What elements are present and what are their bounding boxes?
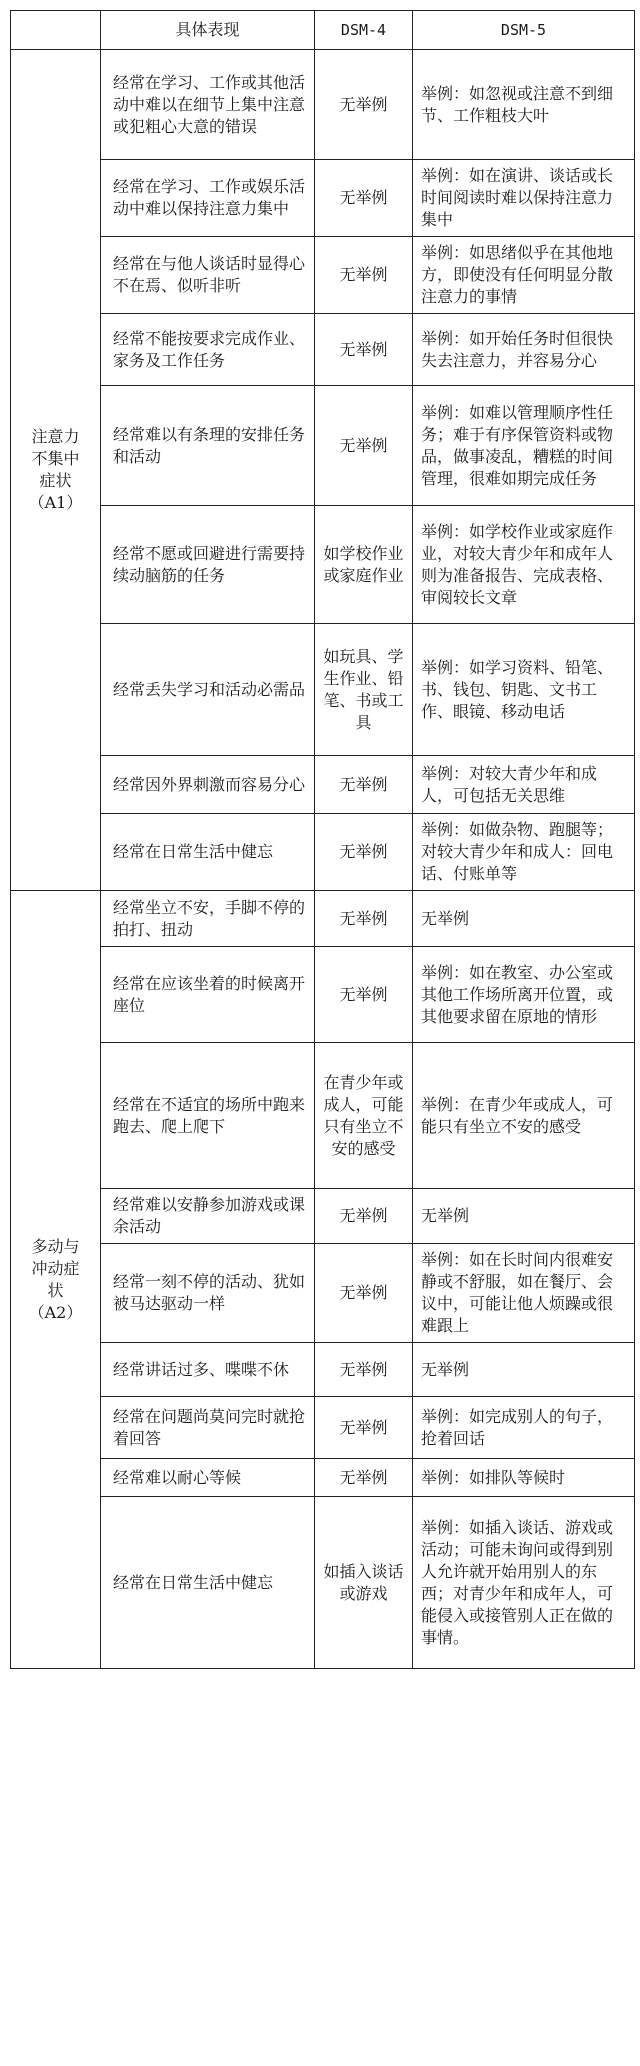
category-cell <box>11 891 101 1669</box>
category-line: （A1） <box>28 493 83 512</box>
table-row <box>11 1043 635 1189</box>
dsm4-cell: 如玩具、学生作业、铅笔、书或工具 <box>315 624 413 756</box>
dsm4-cell: 无举例 <box>315 1397 413 1459</box>
dsm5-cell: 举例：如难以管理顺序性任务；难于有序保管资料或物品，做事凌乱，糟糕的时间管理，很难如期完成任务 <box>413 386 635 506</box>
category-line: （A2） <box>28 1302 83 1322</box>
dsm5-cell: 举例：在青少年或成人，可能只有坐立不安的感受 <box>413 1043 635 1189</box>
table-header-row <box>11 11 635 50</box>
symptom-cell: 经常因外界刺激而容易分心 <box>101 756 315 814</box>
dsm5-cell: 无举例 <box>413 1189 635 1244</box>
dsm5-cell: 举例：如开始任务时但很快失去注意力，并容易分心 <box>413 314 635 386</box>
table-row <box>11 814 635 891</box>
category-line: 不集中 <box>31 449 80 468</box>
symptom-cell: 经常丢失学习和活动必需品 <box>101 624 315 756</box>
dsm5-cell: 无举例 <box>413 1343 635 1397</box>
dsm4-cell: 无举例 <box>315 947 413 1043</box>
table-row <box>11 947 635 1043</box>
table-row <box>11 756 635 814</box>
table-row <box>11 891 635 947</box>
symptom-cell: 经常难以安静参加游戏或课余活动 <box>101 1189 315 1244</box>
table-row <box>11 386 635 506</box>
dsm5-cell: 无举例 <box>413 891 635 947</box>
symptom-cell: 经常讲话过多、喋喋不休 <box>101 1343 315 1397</box>
symptom-cell: 经常在学习、工作或其他活动中难以在细节上集中注意或犯粗心大意的错误 <box>101 50 315 160</box>
dsm4-cell: 无举例 <box>315 1459 413 1497</box>
dsm4-cell: 无举例 <box>315 1343 413 1397</box>
dsm4-cell: 无举例 <box>315 314 413 386</box>
symptom-cell: 经常不愿或回避进行需要持续动脑筋的任务 <box>101 506 315 624</box>
table-row <box>11 237 635 314</box>
category-line: 症状 <box>39 471 72 490</box>
dsm5-cell: 举例：如插入谈话、游戏或活动；可能未询问或得到别人允许就开始用别人的东西；对青少年和成年人，可能侵入或接管别人正在做的事情。 <box>413 1497 635 1669</box>
table-row <box>11 160 635 237</box>
dsm4-cell: 无举例 <box>315 237 413 314</box>
table-row <box>11 1244 635 1343</box>
symptom-cell: 经常在日常生活中健忘 <box>101 1497 315 1669</box>
table-row <box>11 506 635 624</box>
header-dsm5: DSM-5 <box>413 11 635 50</box>
symptom-cell: 经常在日常生活中健忘 <box>101 814 315 891</box>
dsm4-cell: 无举例 <box>315 50 413 160</box>
symptom-cell: 经常不能按要求完成作业、家务及工作任务 <box>101 314 315 386</box>
dsm4-cell: 无举例 <box>315 891 413 947</box>
symptom-cell: 经常在学习、工作或娱乐活动中难以保持注意力集中 <box>101 160 315 237</box>
table-row <box>11 1459 635 1497</box>
category-cell <box>11 50 101 891</box>
dsm4-cell: 在青少年或成人，可能只有坐立不安的感受 <box>315 1043 413 1189</box>
dsm5-cell: 举例：对较大青少年和成人，可包括无关思维 <box>413 756 635 814</box>
comparison-table-container <box>10 10 634 1669</box>
table-row <box>11 1189 635 1244</box>
header-symptom: 具体表现 <box>101 11 315 50</box>
table-row <box>11 624 635 756</box>
dsm5-cell: 举例：如学习资料、铅笔、书、钱包、钥匙、文书工作、眼镜、移动电话 <box>413 624 635 756</box>
symptom-cell: 经常坐立不安，手脚不停的拍打、扭动 <box>101 891 315 947</box>
dsm4-cell: 无举例 <box>315 160 413 237</box>
dsm4-cell: 如学校作业或家庭作业 <box>315 506 413 624</box>
header-category <box>11 11 101 50</box>
dsm4-cell: 无举例 <box>315 1189 413 1244</box>
table-row <box>11 50 635 160</box>
symptom-cell: 经常难以耐心等候 <box>101 1459 315 1497</box>
dsm4-cell: 无举例 <box>315 756 413 814</box>
symptom-cell: 经常在问题尚莫问完时就抢着回答 <box>101 1397 315 1459</box>
dsm4-cell: 无举例 <box>315 386 413 506</box>
dsm4-cell: 无举例 <box>315 814 413 891</box>
dsm5-cell: 举例：如思绪似乎在其他地方，即使没有任何明显分散注意力的事情 <box>413 237 635 314</box>
dsm5-cell: 举例：如在演讲、谈话或长时间阅读时难以保持注意力集中 <box>413 160 635 237</box>
dsm-comparison-table <box>10 10 635 1669</box>
category-line: 状 <box>47 1280 64 1300</box>
dsm5-cell: 举例：如排队等候时 <box>413 1459 635 1497</box>
symptom-cell: 经常难以有条理的安排任务和活动 <box>101 386 315 506</box>
symptom-cell: 经常在不适宜的场所中跑来跑去、爬上爬下 <box>101 1043 315 1189</box>
dsm5-cell: 举例：如完成别人的句子，抢着回话 <box>413 1397 635 1459</box>
category-line: 多动与 <box>31 1236 80 1256</box>
symptom-cell: 经常一刻不停的活动、犹如被马达驱动一样 <box>101 1244 315 1343</box>
category-line: 注意力 <box>31 427 80 446</box>
symptom-cell: 经常在应该坐着的时候离开座位 <box>101 947 315 1043</box>
table-row <box>11 1397 635 1459</box>
header-dsm4: DSM-4 <box>315 11 413 50</box>
table-row <box>11 1343 635 1397</box>
table-row <box>11 1497 635 1669</box>
dsm5-cell: 举例：如在教室、办公室或其他工作场所离开位置，或其他要求留在原地的情形 <box>413 947 635 1043</box>
dsm5-cell: 举例：如做杂物、跑腿等；对较大青少年和成人：回电话、付账单等 <box>413 814 635 891</box>
dsm5-cell: 举例：如忽视或注意不到细节、工作粗枝大叶 <box>413 50 635 160</box>
category-line: 冲动症 <box>31 1258 80 1278</box>
dsm4-cell: 如插入谈话或游戏 <box>315 1497 413 1669</box>
table-row <box>11 314 635 386</box>
dsm4-cell: 无举例 <box>315 1244 413 1343</box>
dsm5-cell: 举例：如学校作业或家庭作业，对较大青少年和成年人则为准备报告、完成表格、审阅较长文章 <box>413 506 635 624</box>
dsm5-cell: 举例：如在长时间内很难安静或不舒服，如在餐厅、会议中，可能让他人烦躁或很难跟上 <box>413 1244 635 1343</box>
symptom-cell: 经常在与他人谈话时显得心不在焉、似听非听 <box>101 237 315 314</box>
